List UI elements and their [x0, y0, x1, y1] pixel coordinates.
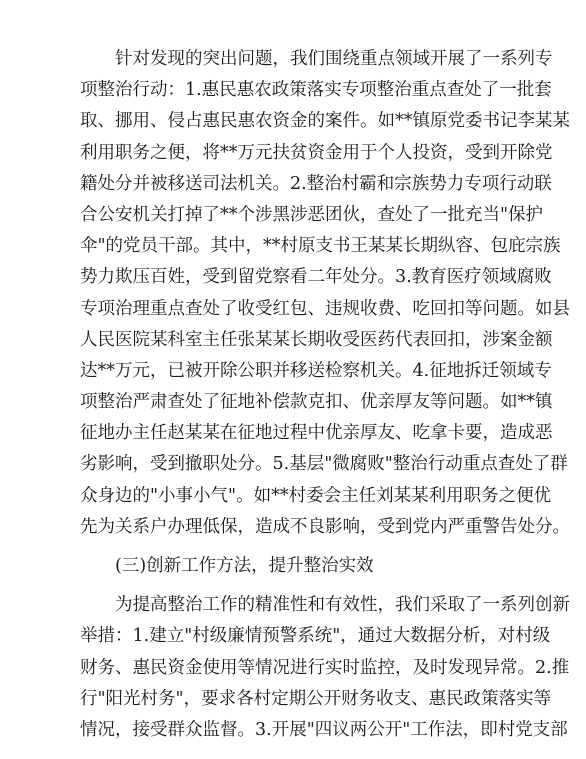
text-line: 利用职务之便，将**万元扶贫资金用于个人投资，受到开除党	[80, 142, 553, 163]
text-line: 行"阳光村务"，要求各村定期公开财务收支、惠民政策落实等	[80, 688, 552, 709]
text-line: 势力欺压百姓，受到留党察看二年处分。3.教育医疗领域腐败	[80, 267, 552, 288]
text-line: 众身边的"小事小气"。如**村委会主任刘某某利用职务之便优	[80, 485, 552, 506]
paragraph-special-actions	[80, 44, 570, 543]
section-heading	[80, 551, 512, 582]
paragraph-innovation	[80, 590, 570, 746]
text-line: 取、挪用、侵占惠民惠农资金的案件。如**镇原党委书记李某某	[80, 111, 570, 132]
text-line: 征地办主任赵某某在征地过程中优亲厚友、吃拿卡要，造成恶	[80, 423, 553, 444]
section-heading-text: (三)创新工作方法，提升整治实效	[115, 556, 374, 576]
paragraph-spacer	[80, 582, 512, 590]
text-line: 伞"的党员干部。其中，**村原支书王某某长期纵容、包庇宗族	[80, 236, 561, 257]
text-line: 劣影响，受到撤职处分。5.基层"微腐败"整治行动重点查处了群	[80, 454, 568, 475]
text-line: 专项治理重点查处了收受红包、违规收费、吃回扣等问题。如县	[80, 298, 570, 319]
text-line: 籍处分并被移送司法机关。2.整治村霸和宗族势力专项行动联	[80, 173, 552, 194]
paragraph-spacer	[80, 543, 512, 551]
text-line: 为提高整治工作的精准性和有效性，我们采取了一系列创新	[115, 595, 570, 616]
text-line: 先为关系户办理低保，造成不良影响，受到党内严重警告处分。	[80, 516, 570, 537]
document-body	[80, 44, 570, 746]
text-line: 人民医院某科室主任张某某长期收受医药代表回扣，涉案金额	[80, 329, 553, 350]
text-line: 合公安机关打掉了**个涉黑涉恶团伙，查处了一批充当"保护	[80, 204, 544, 225]
text-line: 针对发现的突出问题，我们围绕重点领域开展了一系列专	[115, 49, 553, 69]
text-line: 情况，接受群众监督。3.开展"四议两公开"工作法，即村党支部	[80, 719, 568, 740]
text-line: 项整治严肃查处了征地补偿款克扣、优亲厚友等问题。如**镇	[80, 392, 553, 413]
text-line: 达**万元，已被开除公职并移送检察机关。4.征地拆迁领域专	[80, 360, 552, 381]
text-line: 财务、惠民资金使用等情况进行实时监控，及时发现异常。2.推	[80, 657, 570, 678]
text-line: 举措：1.建立"村级廉情预警系统"，通过大数据分析，对村级	[80, 626, 551, 647]
text-line: 项整治行动：1.惠民惠农政策落实专项整治重点查处了一批套	[80, 80, 552, 101]
